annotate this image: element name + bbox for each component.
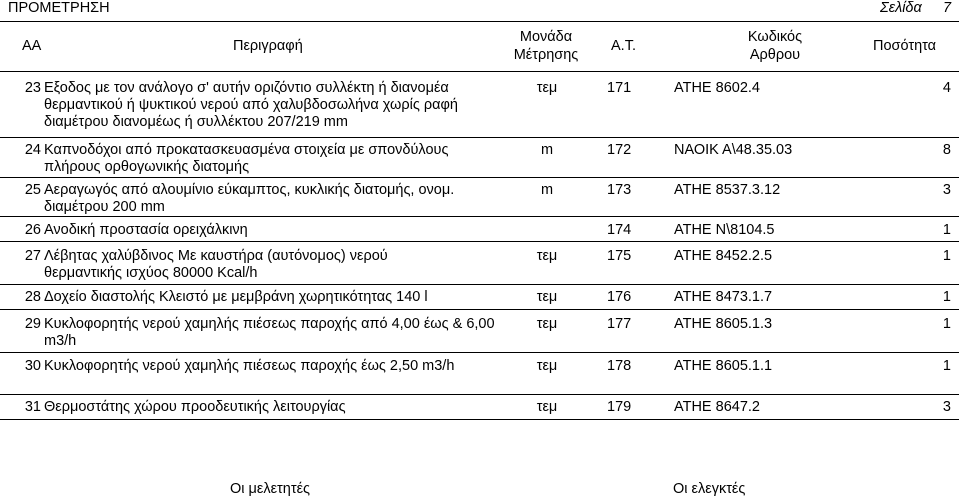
column-header-aa: ΑΑ <box>22 38 42 54</box>
column-header-code-line1: Κωδικός <box>747 29 803 45</box>
row-unit: τεμ <box>536 248 558 264</box>
row-unit: τεμ <box>536 80 558 96</box>
row-number: 25 <box>24 182 41 198</box>
row-code: ΑΤΗΕ 8602.4 <box>674 80 760 96</box>
row-number: 30 <box>24 358 41 374</box>
row-unit: m <box>540 182 554 198</box>
row-number: 26 <box>24 222 41 238</box>
row-divider <box>0 216 959 217</box>
row-divider <box>0 309 959 310</box>
row-divider <box>0 284 959 285</box>
row-description: Εξοδος με τον ανάλογο σ' αυτήν οριζόντιο συλλέκτη ή διανομέα θερμαντικού ή ψυκτικού νερού από χαλυβδοσωλήνα χωρίς ραφή διαμέτρου διανομέως ή συλλέκτου 207/219 mm <box>44 80 458 130</box>
row-unit: τεμ <box>536 289 558 305</box>
footer-designers: Οι μελετητές <box>230 481 311 497</box>
document-title: ΠΡΟΜΕΤΡΗΣΗ <box>8 0 110 16</box>
page-number: 7 <box>943 0 952 16</box>
row-number: 24 <box>24 142 41 158</box>
row-code: ΑΤΗΕ 8605.1.1 <box>674 358 773 374</box>
page-label: Σελίδα <box>880 0 922 16</box>
row-quantity: 1 <box>942 222 951 238</box>
row-divider <box>0 177 959 178</box>
row-code: ΑΤΗΕ 8605.1.3 <box>674 316 773 332</box>
row-quantity: 1 <box>942 289 951 305</box>
row-quantity: 3 <box>942 399 951 415</box>
row-number: 28 <box>24 289 41 305</box>
row-unit: τεμ <box>536 316 558 332</box>
row-quantity: 8 <box>942 142 951 158</box>
row-divider <box>0 137 959 138</box>
row-divider <box>0 352 959 353</box>
row-code: ΑΤΗΕ 8537.3.12 <box>674 182 781 198</box>
column-header-unit-line1: Μονάδα <box>519 29 573 45</box>
row-quantity: 4 <box>942 80 951 96</box>
row-code: ΑΤΗΕ 8452.2.5 <box>674 248 773 264</box>
column-header-unit-line2: Μέτρησης <box>513 47 579 63</box>
row-unit: m <box>540 142 554 158</box>
footer-inspectors: Οι ελεγκτές <box>673 481 746 497</box>
row-description: Θερμοστάτης χώρου προοδευτικής λειτουργίας <box>44 399 346 415</box>
row-code: ΑΤΗΕ 8647.2 <box>674 399 760 415</box>
row-at: 178 <box>607 358 632 374</box>
row-at: 179 <box>607 399 632 415</box>
table-bottom-rule <box>0 419 959 420</box>
row-number: 29 <box>24 316 41 332</box>
row-number: 27 <box>24 248 41 264</box>
row-quantity: 3 <box>942 182 951 198</box>
row-description: Καπνοδόχοι από προκατασκευασμένα στοιχεία με σπονδύλους πλήρους ορθογωνικής διατομής <box>44 142 449 175</box>
row-description: Λέβητας χαλύβδινος Με καυστήρα (αυτόνομος) νερού θερμαντικής ισχύος 80000 Kcal/h <box>44 248 388 281</box>
row-quantity: 1 <box>942 248 951 264</box>
row-at: 176 <box>607 289 632 305</box>
row-description: Κυκλοφορητής νερού χαμηλής πιέσεως παροχής έως 2,50 m3/h <box>44 358 455 374</box>
row-unit: τεμ <box>536 358 558 374</box>
row-at: 172 <box>607 142 632 158</box>
column-header-at: Α.Τ. <box>611 38 636 54</box>
row-quantity: 1 <box>942 358 951 374</box>
column-header-code-line2: Αρθρου <box>749 47 801 63</box>
column-header-quantity: Ποσότητα <box>873 38 937 54</box>
row-at: 173 <box>607 182 632 198</box>
row-code: ΑΤΗΕ 8473.1.7 <box>674 289 773 305</box>
row-code: ΝΑΟΙΚ Α\48.35.03 <box>674 142 793 158</box>
column-header-description: Περιγραφή <box>233 38 303 54</box>
row-number: 23 <box>24 80 41 96</box>
row-description: Κυκλοφορητής νερού χαμηλής πιέσεως παροχής από 4,00 έως & 6,00 m3/h <box>44 316 495 349</box>
row-number: 31 <box>24 399 41 415</box>
row-divider <box>0 394 959 395</box>
header-bottom-rule <box>0 71 959 72</box>
row-at: 171 <box>607 80 632 96</box>
row-at: 174 <box>607 222 632 238</box>
row-code: ΑΤΗΕ Ν\8104.5 <box>674 222 775 238</box>
row-description: Ανοδική προστασία ορειχάλκινη <box>44 222 248 238</box>
row-description: Αεραγωγός από αλουμίνιο εύκαμπτος, κυκλικής διατομής, ονομ. διαμέτρου 200 mm <box>44 182 455 215</box>
row-divider <box>0 241 959 242</box>
row-unit: τεμ <box>536 399 558 415</box>
row-quantity: 1 <box>942 316 951 332</box>
row-at: 175 <box>607 248 632 264</box>
row-at: 177 <box>607 316 632 332</box>
row-description: Δοχείο διαστολής Κλειστό με μεμβράνη χωρητικότητας 140 l <box>44 289 428 305</box>
header-top-rule <box>0 21 959 22</box>
